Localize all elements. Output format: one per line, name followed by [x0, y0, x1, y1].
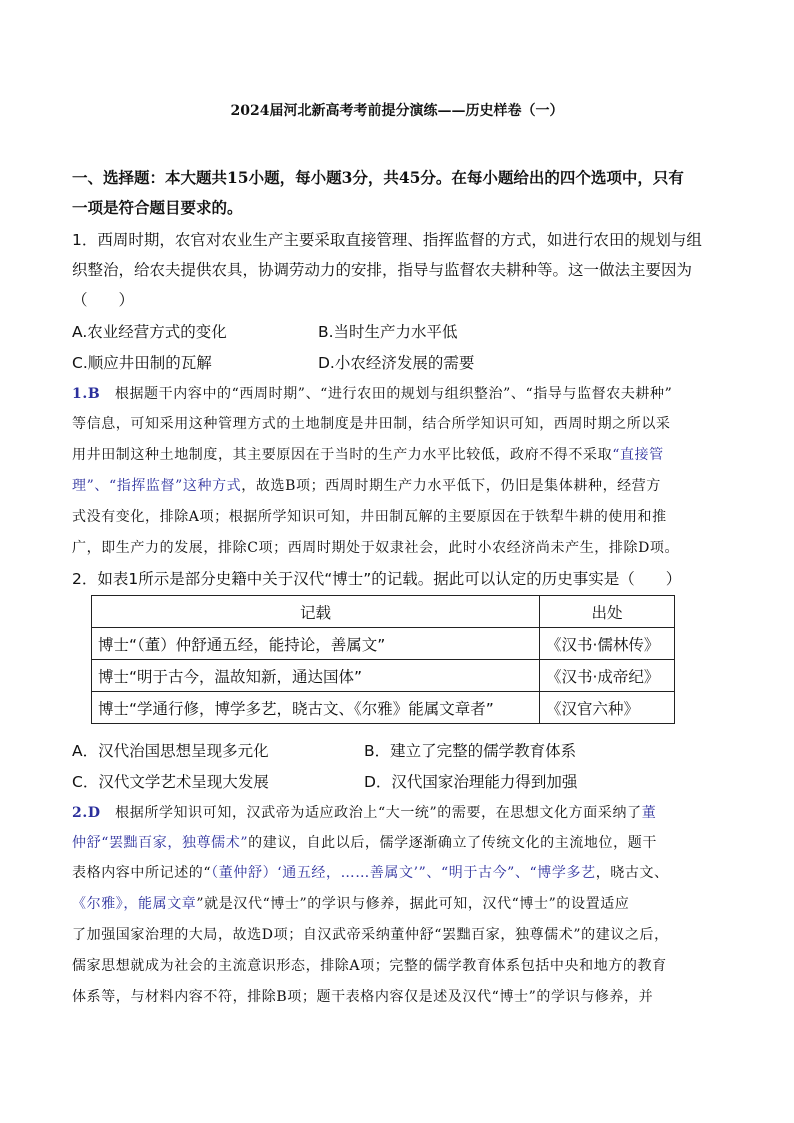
q1-stem-line-3: （ ） [72, 291, 135, 309]
q2-stem: 2．如表1所示是部分史籍中关于汉代“博士”的记载。据此可以认定的历史事实是（ ） [72, 570, 682, 588]
a2-text-2a: 仲舒“罢黜百家，独尊儒术” [72, 835, 249, 851]
exam-title: 2024届河北新高考考前提分演练——历史样卷（一） [230, 103, 564, 119]
a1-answer-key: 1.B [72, 386, 101, 402]
a2-line-5: 了加强国家治理的大局，故选D项；自汉武帝采纳董仲舒“罢黜百家，独尊儒术”的建议之后， [72, 927, 669, 943]
table-cell-record: 博士“明于古今，温故知新，通达国体” [92, 660, 540, 692]
a1-text-3b: “直接管 [612, 447, 664, 463]
table-header-source: 出处 [540, 596, 675, 628]
table-row [92, 660, 675, 692]
a2-line-6: 儒家思想就成为社会的主流意识形态，排除A项；完整的儒学教育体系包括中央和地方的教育 [72, 958, 667, 974]
q2-option-d: D．汉代国家治理能力得到加强 [364, 773, 578, 791]
a2-line-7: 体系等，与材料内容不符，排除B项；题干表格内容仅是述及汉代“博士”的学识与修养，并 [72, 989, 654, 1005]
table-row [92, 692, 675, 724]
section-heading-line-1: 一、选择题：本大题共15小题，每小题3分，共45分。在每小题给出的四个选项中，只有 [72, 168, 684, 187]
table-cell-source: 《汉书·成帝纪》 [540, 660, 675, 692]
a2-text-3c: ，晓古文、 [595, 865, 669, 881]
a1-text-4a: 理”、“指挥监督”这种方式 [72, 478, 242, 494]
table-header-row [92, 596, 675, 628]
a2-text-3b: （董仲舒）‘通五经，……善属文’”、“明于古今”、“博学多艺 [211, 865, 596, 881]
section-heading-line-2: 一项是符合题目要求的。 [72, 198, 243, 217]
q1-option-c: C.顺应井田制的瓦解 [72, 354, 212, 372]
a2-text-1b: 董 [641, 805, 657, 821]
q1-option-b: B.当时生产力水平低 [318, 323, 458, 341]
table-header-record: 记载 [92, 596, 540, 628]
a1-line-5: 式没有变化，排除A项；根据所学知识可知，井田制瓦解的主要原因在于铁犁牛耕的使用和推 [72, 509, 667, 525]
a2-text-4a: 《尔雅》，能属文章 [72, 896, 197, 912]
a2-line-2 [72, 832, 722, 852]
a1-line-3 [72, 444, 722, 464]
q1-option-d: D.小农经济发展的需要 [318, 354, 475, 372]
q2-option-b: B．建立了完整的儒学教育体系 [364, 742, 577, 760]
a1-text-3a: 用井田制这种土地制度，其主要原因在于当时的生产力水平比较低，政府不得不采取 [72, 447, 613, 463]
table-cell-record: 博士“学通行修，博学多艺，晓古文、《尔雅》能属文章者” [92, 692, 540, 724]
a2-line-1 [72, 802, 722, 822]
a2-line-3 [72, 862, 722, 882]
table-cell-source: 《汉书·儒林传》 [540, 628, 675, 660]
table-cell-record: 博士“（董）仲舒通五经，能持论，善属文” [92, 628, 540, 660]
a1-text-4b: ，故选B项；西周时期生产力水平低下，仍旧是集体耕种，经营方 [241, 478, 661, 494]
q2-option-a: A．汉代治国思想呈现多元化 [72, 742, 269, 760]
a1-line-4 [72, 475, 722, 495]
a2-text-1a: 根据所学知识可知，汉武帝为适应政治上“大一统”的需要，在思想文化方面采纳了 [100, 805, 642, 821]
a2-text-3a: 表格内容中所记述的“ [72, 865, 212, 881]
a1-line-1 [72, 383, 722, 403]
a1-line-6: 广，即生产力的发展，排除C项；西周时期处于奴隶社会，此时小农经济尚未产生，排除D项。 [72, 540, 680, 556]
a1-text-1: 根据题干内容中的“西周时期”、“进行农田的规划与组织整治”、“指导与监督农夫耕种” [100, 386, 673, 402]
q1-stem-line-2: 织整治，给农夫提供农具，协调劳动力的安排，指导与监督农夫耕种等。这一做法主要因为 [72, 261, 693, 279]
a2-line-4 [72, 893, 722, 913]
a2-answer-key: 2.D [72, 805, 101, 821]
q1-stem-line-1: 1．西周时期，农官对农业生产主要采取直接管理、指挥监督的方式，如进行农田的规划与组 [72, 231, 702, 249]
records-table [91, 595, 675, 724]
a1-line-2: 等信息，可知采用这种管理方式的土地制度是井田制，结合所学知识可知，西周时期之所以采 [72, 416, 671, 432]
a2-text-4b: ”就是汉代“博士”的学识与修养，据此可知，汉代“博士”的设置适应 [196, 896, 630, 912]
table-cell-source: 《汉官六种》 [540, 692, 675, 724]
a2-text-2b: 的建议，自此以后，儒学逐渐确立了传统文化的主流地位，题干 [248, 835, 657, 851]
q2-option-c: C．汉代文学艺术呈现大发展 [72, 773, 269, 791]
q1-option-a: A.农业经营方式的变化 [72, 323, 227, 341]
table-row [92, 628, 675, 660]
